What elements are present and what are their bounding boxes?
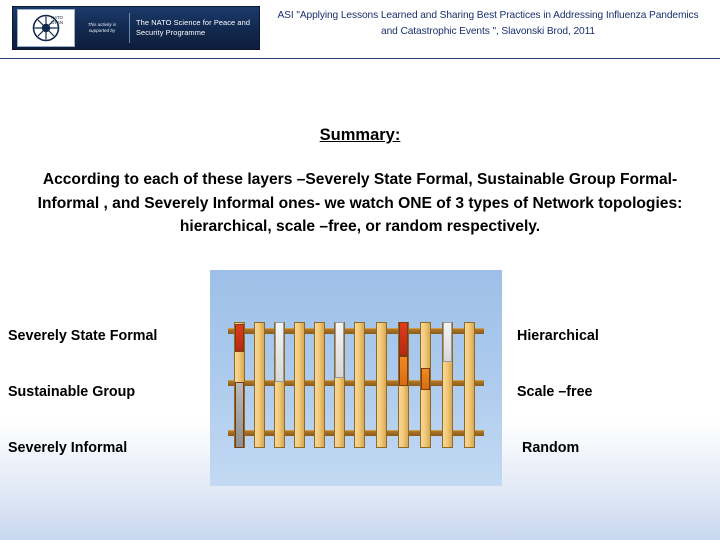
fence-accent-white [443, 322, 452, 362]
nato-emblem-caption: NATO OTAN [50, 15, 64, 25]
fence-accent-red [399, 322, 408, 356]
fence-post [376, 322, 387, 448]
nato-emblem-icon [17, 9, 75, 47]
fence-post [254, 322, 265, 448]
label-topology-3: Random [522, 440, 580, 456]
fence-post [354, 322, 365, 448]
fence-accent-white [275, 322, 284, 382]
fence-post [294, 322, 305, 448]
fence-post [464, 322, 475, 448]
fence-accent-orange [421, 368, 430, 390]
fence-accent-red [235, 324, 244, 352]
label-topology-1: Hierarchical [517, 328, 599, 344]
summary-body: According to each of these layers –Severely State Formal, Sustainable Group Formal-Informal , and Severely Informal ones- we watch ONE of 3 types of Network topologies: hierarchical, scale –free, or random respectively. [37, 171, 683, 236]
label-layer-3: Severely Informal [8, 440, 128, 456]
fence-accent-orange [399, 356, 408, 386]
nato-logo [12, 6, 260, 50]
nato-programme-text: The NATO Science for Peace and Security Programme [136, 18, 251, 37]
fence-post [314, 322, 325, 448]
event-title: ASI "Applying Lessons Learned and Sharing Best Practices in Addressing Influenza Pandemics and Catastrophic Events ", Slavonski Brod, 2011 [277, 10, 699, 37]
slide-header [0, 0, 720, 59]
summary-heading: Summary: [319, 126, 401, 144]
network-topology-figure [210, 270, 502, 486]
fence-illustration [228, 322, 484, 448]
label-layer-2: Sustainable Group [8, 384, 136, 400]
label-layer-1: Severely State Formal [8, 328, 158, 344]
label-topology-2: Scale –free [517, 384, 593, 400]
nato-support-text: This activity is supported by [87, 22, 117, 33]
fence-accent-grey [235, 382, 244, 448]
fence-accent-white [335, 322, 344, 378]
